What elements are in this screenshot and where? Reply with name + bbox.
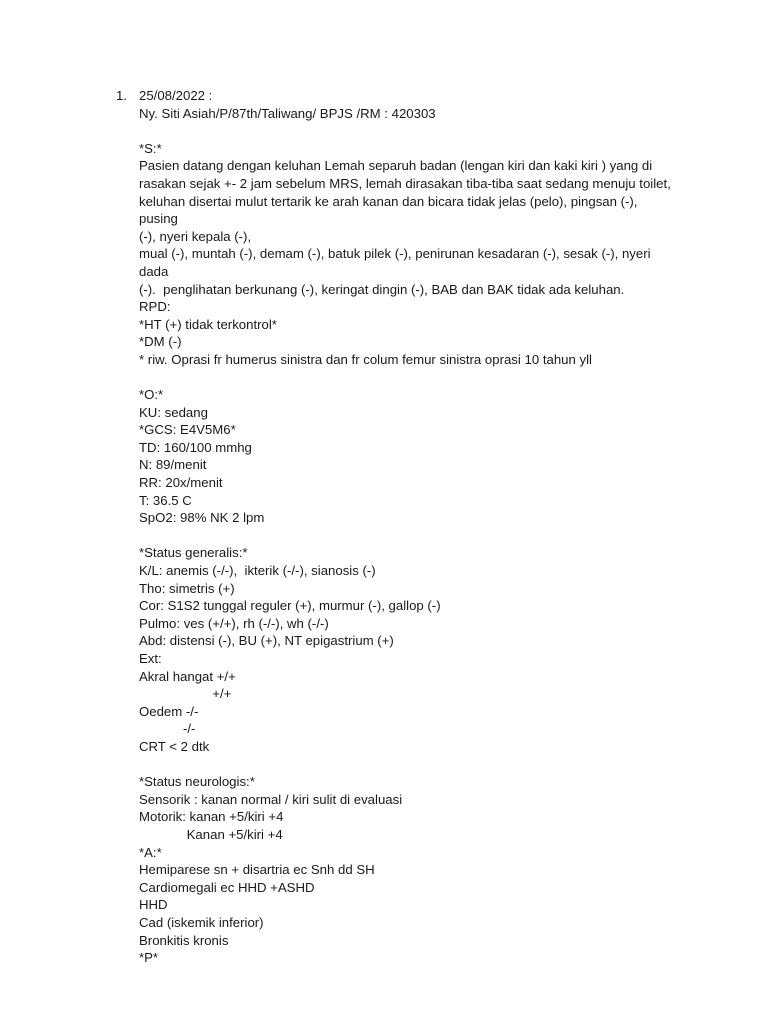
subjective-text: rasakan sejak +- 2 jam sebelum MRS, lemah dirasakan tiba-tiba saat sedang menuju toilet, [139, 175, 671, 191]
vital-line: SpO2: 98% NK 2 lpm [139, 510, 265, 526]
subjective-text: (-). penglihatan berkunang (-), keringat dingin (-), BAB dan BAK tidak ada keluhan. [139, 281, 625, 297]
status-neurologis-heading: *Status neurologis:* [139, 774, 255, 790]
diagnosis-line: Cardiomegali ec HHD +ASHD [139, 879, 315, 895]
assessment-heading: *A:* [139, 844, 162, 860]
vital-line: N: 89/menit [139, 457, 207, 473]
exam-line: CRT < 2 dtk [139, 738, 210, 754]
exam-line: -/- [139, 721, 196, 737]
rpd-heading: RPD: [139, 299, 171, 315]
vital-line: KU: sedang [139, 404, 208, 420]
blank-line [139, 369, 679, 387]
exam-line: Oedem -/- [139, 703, 199, 719]
vital-line: TD: 160/100 mmhg [139, 439, 252, 455]
vital-line: T: 36.5 C [139, 492, 192, 508]
exam-line: Ext: [139, 651, 162, 666]
neuro-line: Motorik: kanan +5/kiri +4 [139, 809, 284, 825]
exam-line: Abd: distensi (-), BU (+), NT epigastrium (+) [139, 633, 394, 649]
list-number: 1. [116, 88, 127, 103]
diagnosis-line: Bronkitis kronis [139, 932, 229, 948]
exam-line: Pulmo: ves (+/+), rh (-/-), wh (-/-) [139, 615, 329, 631]
blank-line [139, 527, 679, 545]
rpd-item: *DM (-) [139, 334, 182, 350]
plan-heading: *P* [139, 950, 159, 966]
subjective-text: mual (-), muntah (-), demam (-), batuk pilek (-), penirunan kesadaran (-), sesak (-), nyeri dada [139, 246, 655, 279]
exam-line: +/+ [139, 686, 232, 702]
subjective-heading: *S:* [139, 140, 162, 156]
blank-line [139, 122, 679, 140]
vital-line: *GCS: E4V5M6* [139, 422, 236, 438]
diagnosis-line: Hemiparese sn + disartria ec Snh dd SH [139, 862, 375, 878]
status-generalis-heading: *Status generalis:* [139, 545, 248, 561]
diagnosis-line: Cad (iskemik inferior) [139, 914, 264, 930]
objective-heading: *O:* [139, 387, 164, 403]
exam-line: K/L: anemis (-/-), ikterik (-/-), sianosis (-) [139, 563, 376, 579]
blank-line [139, 756, 679, 774]
patient-identity: Ny. Siti Asiah/P/87th/Taliwang/ BPJS /RM : 420303 [139, 105, 436, 121]
exam-line: Akral hangat +/+ [139, 668, 236, 684]
diagnosis-line: HHD [139, 897, 168, 913]
subjective-text: keluhan disertai mulut tertarik ke arah kanan dan bicara tidak jelas (pelo), pingsan (-), pusing [139, 193, 642, 227]
vital-line: RR: 20x/menit [139, 475, 223, 491]
neuro-line: Sensorik : kanan normal / kiri sulit di evaluasi [139, 791, 403, 807]
date-line: 25/08/2022 : [139, 88, 213, 103]
exam-line: Tho: simetris (+) [139, 580, 235, 596]
subjective-text: Pasien datang dengan keluhan Lemah separuh badan (lengan kiri dan kaki kiri ) yang di [139, 158, 653, 174]
note-content [139, 87, 679, 967]
neuro-line: Kanan +5/kiri +4 [139, 826, 283, 842]
rpd-item: * riw. Oprasi fr humerus sinistra dan fr colum femur sinistra oprasi 10 tahun yll [139, 351, 592, 367]
rpd-item: *HT (+) tidak terkontrol* [139, 316, 277, 332]
subjective-text: (-), nyeri kepala (-), [139, 228, 252, 244]
exam-line: Cor: S1S2 tunggal reguler (+), murmur (-), gallop (-) [139, 598, 441, 614]
